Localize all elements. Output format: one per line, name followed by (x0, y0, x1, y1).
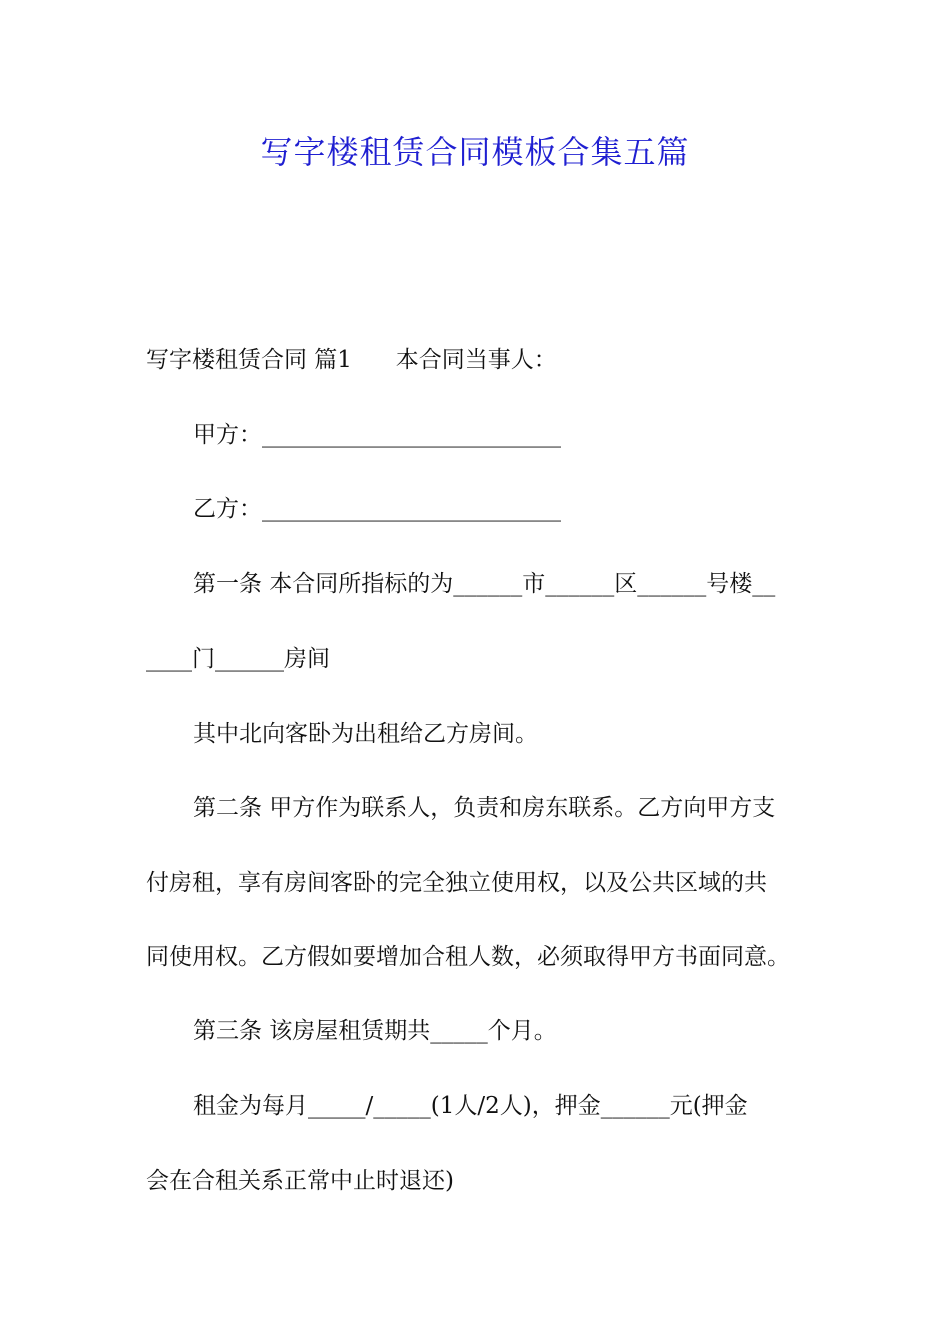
rent-line-1: 租金为每月_____/_____(1人/2人)，押金______元(押金 (193, 1093, 748, 1119)
article-1-note: 其中北向客卧为出租给乙方房间。 (193, 721, 538, 747)
contract-heading-line: 写字楼租赁合同 篇1 本合同当事人： (146, 347, 557, 373)
party-a-line: 甲方：__________________________ (193, 422, 561, 448)
article-2-line-1: 第二条 甲方作为联系人，负责和房东联系。乙方向甲方支 (193, 795, 776, 821)
article-2-line-2: 付房租，享有房间客卧的完全独立使用权，以及公共区域的共 (146, 870, 767, 896)
party-b-line: 乙方：__________________________ (193, 496, 561, 522)
article-3-line: 第三条 该房屋租赁期共_____个月。 (193, 1018, 557, 1044)
article-2-line-3: 同使用权。乙方假如要增加合租人数，必须取得甲方书面同意。 (146, 944, 790, 970)
document-title: 写字楼租赁合同模板合集五篇 (260, 133, 690, 171)
rent-line-2: 会在合租关系正常中止时退还) (146, 1168, 454, 1194)
article-1-line-1: 第一条 本合同所指标的为______市______区______号楼__ (193, 571, 776, 597)
article-1-line-2: ____门______房间 (146, 646, 330, 672)
